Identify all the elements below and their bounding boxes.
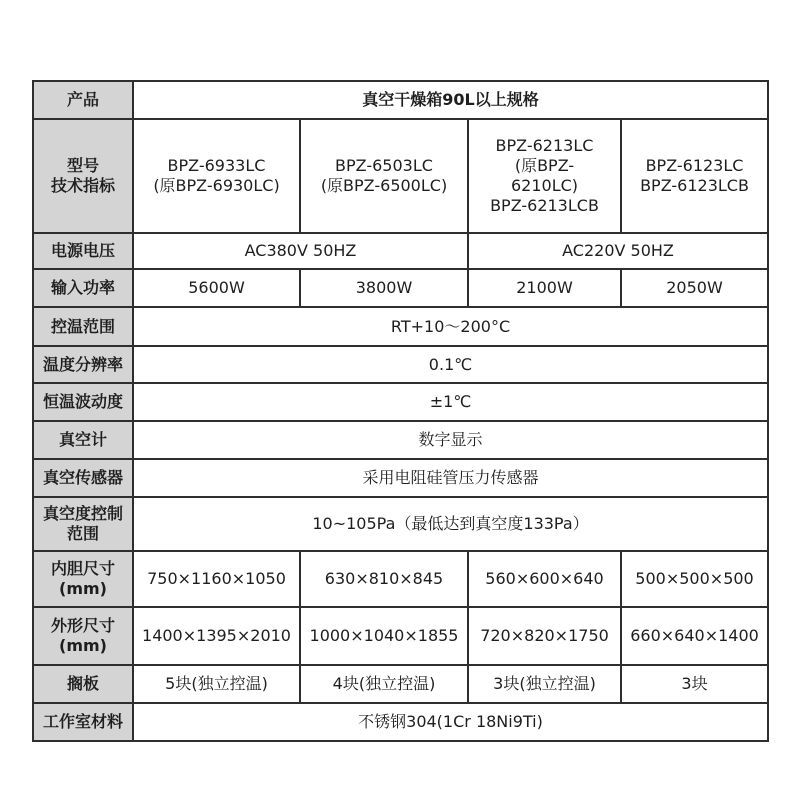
table-title: 真空干燥箱90L以上规格: [133, 81, 768, 119]
outer-size-value: 720×820×1750: [468, 607, 621, 665]
label-line: 外形尺寸: [50, 616, 115, 635]
shelves-value: 4块(独立控温): [300, 665, 468, 703]
row-inner-size: [33, 551, 768, 607]
label-line: 范围: [66, 524, 99, 543]
label-chamber-material: 工作室材料: [33, 703, 133, 741]
temp-fluctuation-value: ±1℃: [133, 383, 768, 421]
label-inner-size: [33, 551, 133, 607]
inner-size-value: 560×600×640: [468, 551, 621, 607]
vacuum-gauge-value: 数字显示: [133, 421, 768, 459]
model-cell-3: [468, 119, 621, 233]
vacuum-sensor-value: 采用电阻硅管压力传感器: [133, 459, 768, 497]
label-line: 技术指标: [50, 176, 115, 195]
shelves-value: 3块: [621, 665, 768, 703]
inner-size-value: 750×1160×1050: [133, 551, 300, 607]
row-chamber-material: [33, 703, 768, 741]
row-product: [33, 81, 768, 119]
label-power-supply: 电源电压: [33, 233, 133, 269]
model-line: (原BPZ-: [514, 156, 575, 175]
model-cell-4: [621, 119, 768, 233]
row-vacuum-control: [33, 497, 768, 551]
label-temp-fluctuation: 恒温波动度: [33, 383, 133, 421]
label-input-power: 输入功率: [33, 269, 133, 307]
model-line: BPZ-6933LC: [167, 156, 266, 175]
label-vacuum-sensor: 真空传感器: [33, 459, 133, 497]
label-line: 型号: [66, 156, 99, 175]
row-vacuum-gauge: [33, 421, 768, 459]
label-vacuum-control: [33, 497, 133, 551]
outer-size-value: 1000×1040×1855: [300, 607, 468, 665]
label-line: (mm): [59, 636, 107, 655]
label-temp-range: 控温范围: [33, 307, 133, 346]
outer-size-value: 660×640×1400: [621, 607, 768, 665]
model-line: (原BPZ-6500LC): [320, 176, 448, 195]
label-shelves: 搁板: [33, 665, 133, 703]
row-model: [33, 119, 768, 233]
input-power-value: 2100W: [468, 269, 621, 307]
power-supply-value-1: AC380V 50HZ: [133, 233, 468, 269]
row-temp-resolution: [33, 346, 768, 383]
temp-range-value: RT+10～200°C: [133, 307, 768, 346]
model-line: BPZ-6123LC: [645, 156, 744, 175]
label-vacuum-gauge: 真空计: [33, 421, 133, 459]
row-outer-size: [33, 607, 768, 665]
temp-resolution-value: 0.1℃: [133, 346, 768, 383]
chamber-material-value: 不锈钢304(1Cr 18Ni9Ti): [133, 703, 768, 741]
power-supply-value-2: AC220V 50HZ: [468, 233, 768, 269]
input-power-value: 5600W: [133, 269, 300, 307]
label-temp-resolution: 温度分辨率: [33, 346, 133, 383]
model-line: BPZ-6213LC: [495, 136, 594, 155]
shelves-value: 3块(独立控温): [468, 665, 621, 703]
label-line: 内胆尺寸: [50, 559, 115, 578]
inner-size-value: 500×500×500: [621, 551, 768, 607]
model-cell-2: [300, 119, 468, 233]
row-temp-range: [33, 307, 768, 346]
label-model: [33, 119, 133, 233]
row-vacuum-sensor: [33, 459, 768, 497]
shelves-value: 5块(独立控温): [133, 665, 300, 703]
input-power-value: 2050W: [621, 269, 768, 307]
model-line: (原BPZ-6930LC): [153, 176, 280, 195]
inner-size-value: 630×810×845: [300, 551, 468, 607]
model-line: BPZ-6213LCB: [490, 196, 599, 215]
vacuum-control-value: 10~105Pa（最低达到真空度133Pa）: [133, 497, 768, 551]
label-product: 产品: [33, 81, 133, 119]
label-outer-size: [33, 607, 133, 665]
model-line: 6210LC): [510, 176, 579, 195]
row-input-power: [33, 269, 768, 307]
label-line: (mm): [59, 579, 107, 598]
outer-size-value: 1400×1395×2010: [133, 607, 300, 665]
row-shelves: [33, 665, 768, 703]
row-temp-fluctuation: [33, 383, 768, 421]
input-power-value: 3800W: [300, 269, 468, 307]
model-line: BPZ-6123LCB: [640, 176, 749, 195]
spec-table: [32, 80, 769, 742]
model-cell-1: [133, 119, 300, 233]
row-power-supply: [33, 233, 768, 269]
model-line: BPZ-6503LC: [335, 156, 433, 175]
label-line: 真空度控制: [42, 504, 123, 523]
